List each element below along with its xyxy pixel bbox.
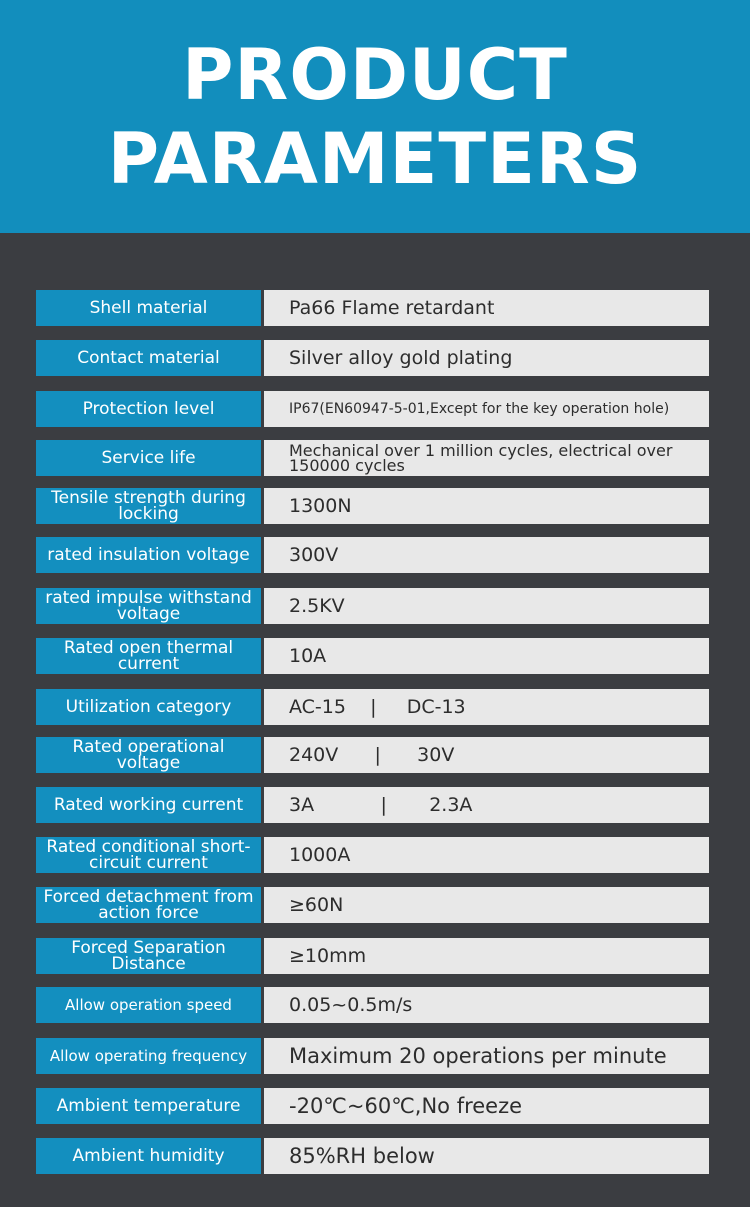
param-label: Tensile strength during locking xyxy=(36,488,261,524)
param-value: AC-15 | DC-13 xyxy=(264,689,709,725)
param-label: Shell material xyxy=(36,290,261,326)
param-label: Allow operating frequency xyxy=(36,1038,261,1074)
param-row-operation-speed xyxy=(36,987,709,1023)
param-value: 300V xyxy=(264,537,709,573)
page-title-line-2: PARAMETERS xyxy=(107,117,643,200)
param-label: Forced detachment from action force xyxy=(36,887,261,923)
param-value: 85%RH below xyxy=(264,1138,709,1174)
param-label: Rated conditional short-circuit current xyxy=(36,837,261,873)
param-value: 3A | 2.3A xyxy=(264,787,709,823)
param-label: rated impulse withstand voltage xyxy=(36,588,261,624)
param-value: 240V | 30V xyxy=(264,737,709,773)
param-label: Forced Separation Distance xyxy=(36,938,261,974)
param-label: Rated working current xyxy=(36,787,261,823)
param-row-rated-impulse-voltage xyxy=(36,588,709,624)
param-value: 0.05~0.5m/s xyxy=(264,987,709,1023)
param-row-utilization-category xyxy=(36,689,709,725)
param-row-ambient-humidity xyxy=(36,1138,709,1174)
param-row-service-life xyxy=(36,440,709,476)
param-row-rated-thermal-current xyxy=(36,638,709,674)
param-row-protection-level xyxy=(36,391,709,427)
param-label: Rated operational voltage xyxy=(36,737,261,773)
header-banner xyxy=(0,0,750,233)
param-row-operating-frequency xyxy=(36,1038,709,1074)
param-value: 1300N xyxy=(264,488,709,524)
param-value: Maximum 20 operations per minute xyxy=(264,1038,709,1074)
param-value: Mechanical over 1 million cycles, electrical over 150000 cycles xyxy=(264,440,709,476)
param-label: Allow operation speed xyxy=(36,987,261,1023)
param-row-contact-material xyxy=(36,340,709,376)
param-value: ≥60N xyxy=(264,887,709,923)
param-value: Silver alloy gold plating xyxy=(264,340,709,376)
param-label: Contact material xyxy=(36,340,261,376)
param-row-ambient-temperature xyxy=(36,1088,709,1124)
param-value: 2.5KV xyxy=(264,588,709,624)
param-row-rated-working-current xyxy=(36,787,709,823)
param-label: rated insulation voltage xyxy=(36,537,261,573)
param-value: 1000A xyxy=(264,837,709,873)
param-row-rated-insulation-voltage xyxy=(36,537,709,573)
param-label: Utilization category xyxy=(36,689,261,725)
param-label: Rated open thermal current xyxy=(36,638,261,674)
param-label: Service life xyxy=(36,440,261,476)
param-row-forced-detachment-force xyxy=(36,887,709,923)
param-label: Ambient temperature xyxy=(36,1088,261,1124)
param-row-rated-operational-voltage xyxy=(36,737,709,773)
param-row-shell-material xyxy=(36,290,709,326)
param-row-forced-separation-distance xyxy=(36,938,709,974)
param-value: -20℃~60℃,No freeze xyxy=(264,1088,709,1124)
param-value: IP67(EN60947-5-01,Except for the key operation hole) xyxy=(264,391,709,427)
param-value: ≥10mm xyxy=(264,938,709,974)
param-row-short-circuit-current xyxy=(36,837,709,873)
param-value: Pa66 Flame retardant xyxy=(264,290,709,326)
param-row-tensile-strength xyxy=(36,488,709,524)
param-value: 10A xyxy=(264,638,709,674)
page-title-line-1: PRODUCT xyxy=(182,33,568,116)
param-label: Protection level xyxy=(36,391,261,427)
param-label: Ambient humidity xyxy=(36,1138,261,1174)
